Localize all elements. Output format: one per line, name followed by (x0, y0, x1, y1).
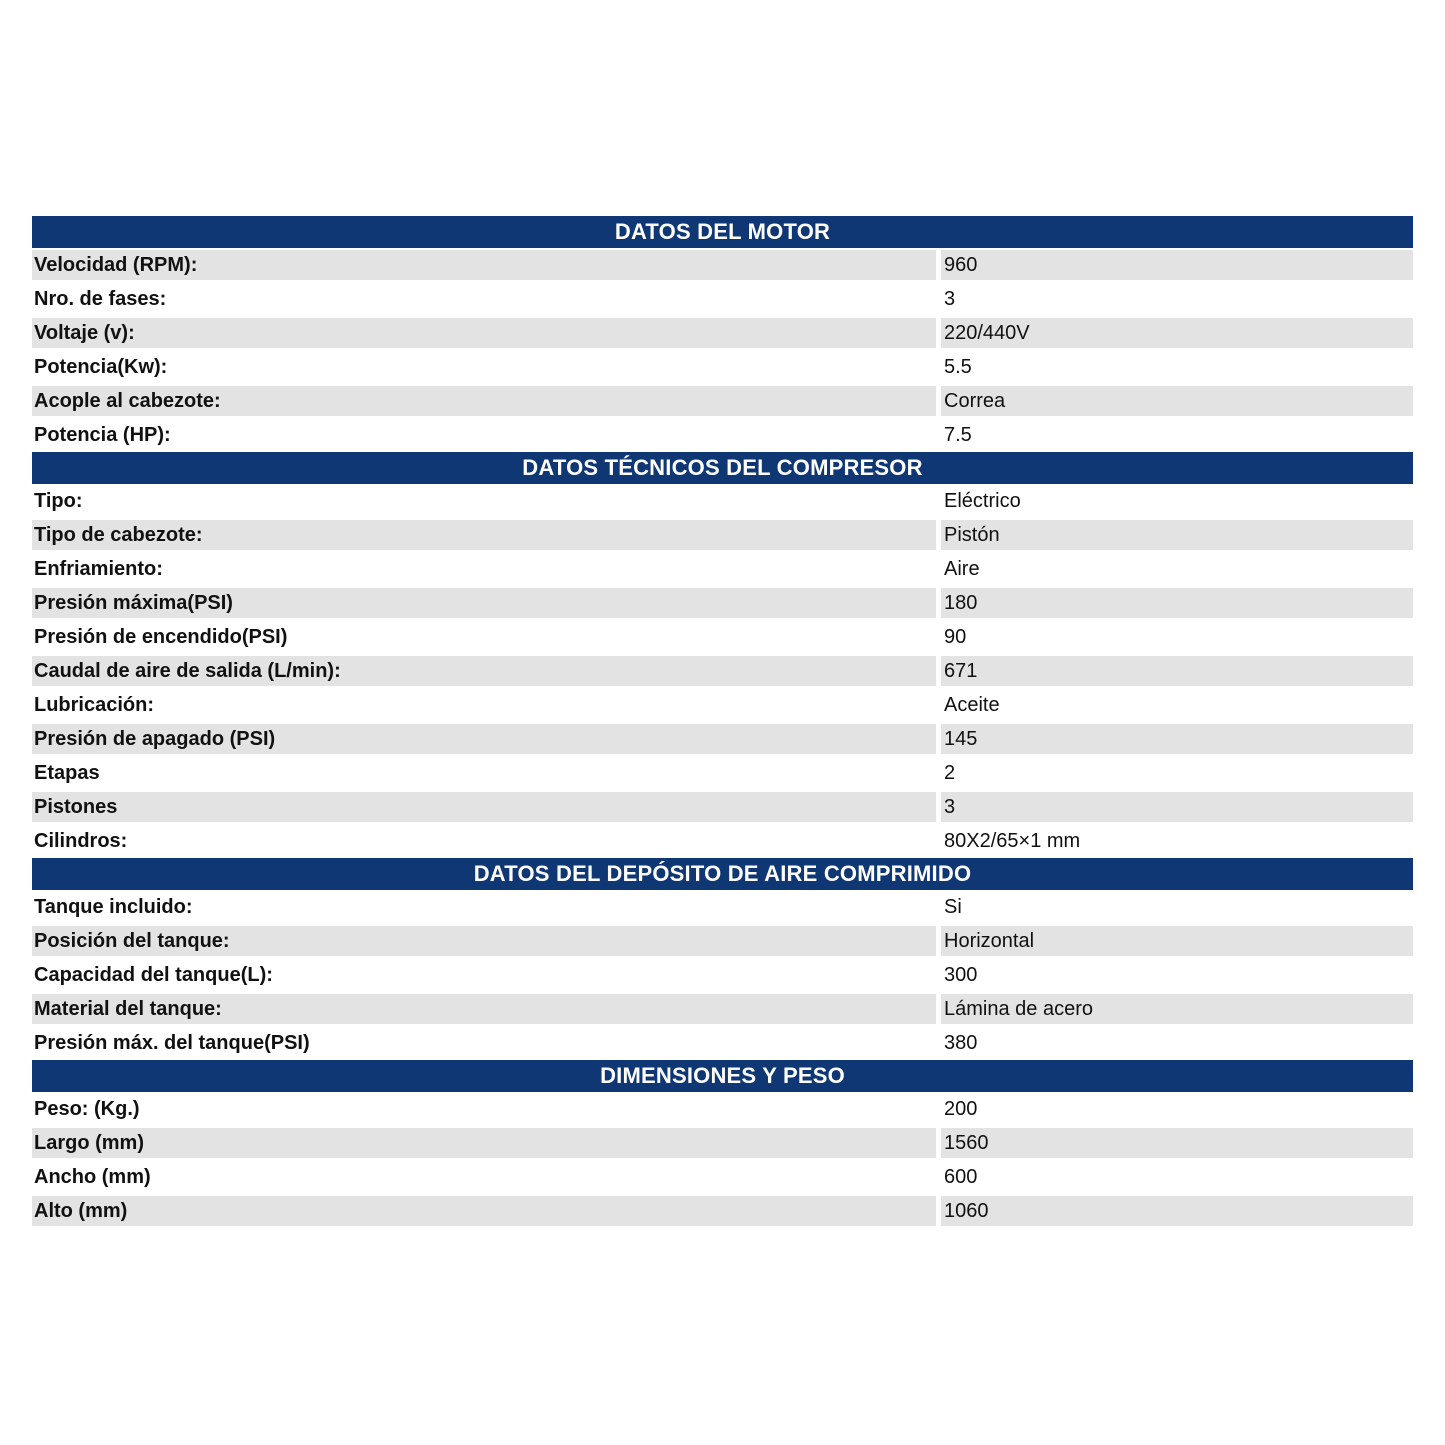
table-row (32, 282, 1413, 316)
row-value: 1060 (941, 1196, 1413, 1226)
table-row (32, 518, 1413, 552)
table-row (32, 620, 1413, 654)
row-label: Voltaje (v): (32, 318, 936, 348)
table-row (32, 384, 1413, 418)
table-row (32, 418, 1413, 452)
table-row (32, 958, 1413, 992)
table-row (32, 890, 1413, 924)
table-row (32, 756, 1413, 790)
row-value: 600 (944, 1165, 978, 1188)
section-header-deposito: DATOS DEL DEPÓSITO DE AIRE COMPRIMIDO (32, 858, 1413, 890)
table-row (32, 790, 1413, 824)
table-row (32, 1194, 1413, 1228)
row-label: Peso: (Kg.) (34, 1097, 140, 1120)
row-label: Presión máxima(PSI) (32, 588, 936, 618)
row-label: Pistones (32, 792, 936, 822)
row-label: Tipo: (34, 489, 83, 512)
table-row (32, 992, 1413, 1026)
row-value: 1560 (941, 1128, 1413, 1158)
row-label: Tanque incluido: (34, 895, 193, 918)
row-label: Acople al cabezote: (32, 386, 936, 416)
table-row (32, 552, 1413, 586)
row-value: 200 (944, 1097, 978, 1120)
table-row (32, 1026, 1413, 1060)
row-value: Horizontal (941, 926, 1413, 956)
row-value: Correa (941, 386, 1413, 416)
row-value: 2 (944, 761, 956, 784)
row-label: Ancho (mm) (34, 1165, 151, 1188)
row-value: 5.5 (944, 355, 972, 378)
table-row (32, 1160, 1413, 1194)
row-value: 7.5 (944, 423, 972, 446)
table-row (32, 1126, 1413, 1160)
row-label: Velocidad (RPM): (32, 250, 936, 280)
row-value: Lámina de acero (941, 994, 1413, 1024)
section-header-compresor: DATOS TÉCNICOS DEL COMPRESOR (32, 452, 1413, 484)
row-value: Aceite (944, 693, 1000, 716)
row-label: Material del tanque: (32, 994, 936, 1024)
table-row (32, 316, 1413, 350)
row-value: 80X2/65×1 mm (944, 829, 1081, 852)
row-label: Largo (mm) (32, 1128, 936, 1158)
row-value: Eléctrico (944, 489, 1021, 512)
row-label: Capacidad del tanque(L): (34, 963, 273, 986)
table-row (32, 924, 1413, 958)
section-header-dimensiones: DIMENSIONES Y PESO (32, 1060, 1413, 1092)
row-label: Posición del tanque: (32, 926, 936, 956)
row-label: Nro. de fases: (34, 287, 167, 310)
row-label: Presión máx. del tanque(PSI) (34, 1031, 310, 1054)
row-value: 380 (944, 1031, 978, 1054)
row-label: Potencia (HP): (34, 423, 171, 446)
row-value: 671 (941, 656, 1413, 686)
row-label: Tipo de cabezote: (32, 520, 936, 550)
table-row (32, 350, 1413, 384)
row-value: Si (944, 895, 962, 918)
section-header-motor: DATOS DEL MOTOR (32, 216, 1413, 248)
table-row (32, 248, 1413, 282)
row-value: 220/440V (941, 318, 1413, 348)
row-label: Enfriamiento: (34, 557, 163, 580)
row-value: 300 (944, 963, 978, 986)
row-label: Caudal de aire de salida (L/min): (32, 656, 936, 686)
table-row (32, 1092, 1413, 1126)
row-value: 145 (941, 724, 1413, 754)
row-label: Cilindros: (34, 829, 128, 852)
row-value: Pistón (941, 520, 1413, 550)
row-value: Aire (944, 557, 980, 580)
row-label: Lubricación: (34, 693, 155, 716)
table-row (32, 688, 1413, 722)
row-label: Etapas (34, 761, 100, 784)
table-row (32, 586, 1413, 620)
row-value: 90 (944, 625, 967, 648)
row-value: 180 (941, 588, 1413, 618)
table-row (32, 654, 1413, 688)
row-value: 3 (944, 287, 956, 310)
table-row (32, 722, 1413, 756)
row-label: Alto (mm) (32, 1196, 936, 1226)
row-label: Presión de apagado (PSI) (32, 724, 936, 754)
table-row (32, 484, 1413, 518)
table-row (32, 824, 1413, 858)
row-value: 960 (941, 250, 1413, 280)
row-label: Potencia(Kw): (34, 355, 168, 378)
spec-table (32, 216, 1413, 1228)
row-value: 3 (941, 792, 1413, 822)
row-label: Presión de encendido(PSI) (34, 625, 288, 648)
